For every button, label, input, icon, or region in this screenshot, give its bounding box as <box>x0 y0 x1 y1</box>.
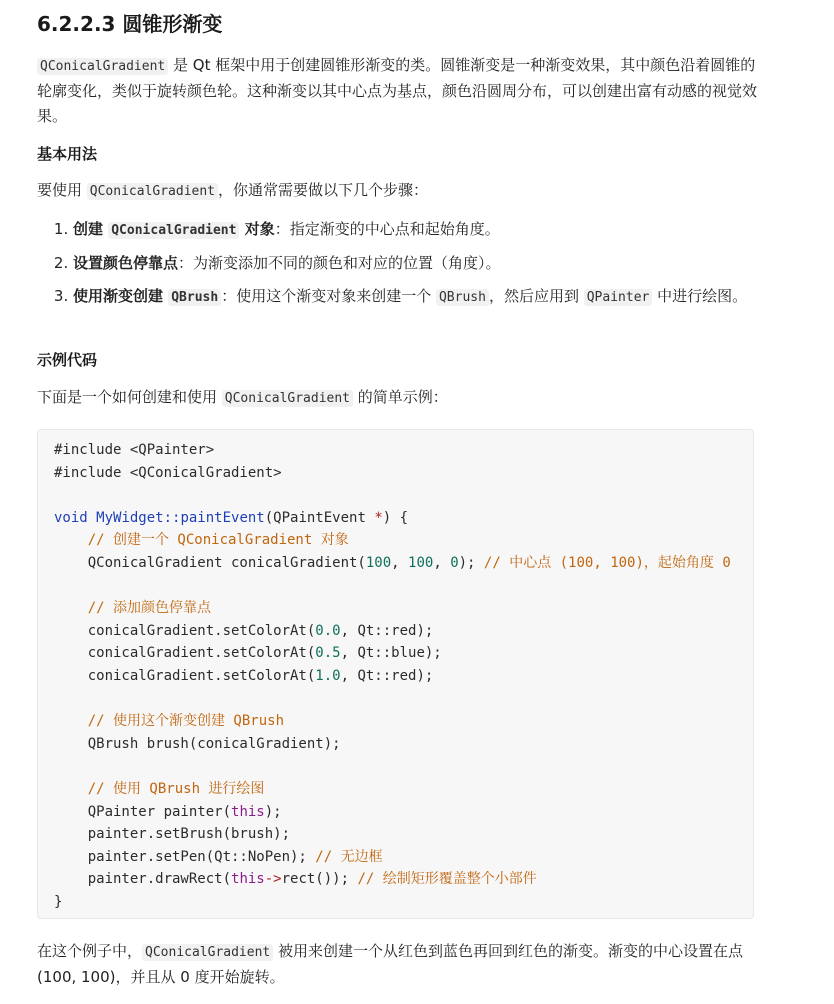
list-item <box>73 284 793 310</box>
step-text: 中进行绘图。 <box>652 287 748 305</box>
inline-code: QBrush <box>168 289 221 306</box>
code-comment: // 添加颜色停靠点 <box>54 600 212 617</box>
inline-code: QPainter <box>584 289 653 306</box>
code-line: painter.setBrush(brush); <box>54 826 291 843</box>
lead-text: 的简单示例： <box>353 388 448 406</box>
code-line: painter.setPen(Qt::NoPen); // 无边框 <box>54 848 383 865</box>
conclusion-text: 被用来创建一个从红色到蓝色再回到红色的渐变。渐变的中心设置在点 (100, 100)，并且从 0 度开始旋转。 <box>37 942 744 986</box>
code-line: painter.drawRect(this->rect()); // 绘制矩形覆盖整个小部件 <box>54 871 537 888</box>
code-line: QConicalGradient conicalGradient(100, 100, 0); // 中心点 (100, 100)，起始角度 0 <box>54 554 731 571</box>
code-line: #include <QConicalGradient> <box>54 464 282 481</box>
code-block[interactable] <box>37 429 754 919</box>
code-line <box>54 755 737 778</box>
code-line: conicalGradient.setColorAt(0.0, Qt::red); <box>54 622 434 639</box>
code-line: } <box>54 893 63 910</box>
section-heading: 6.2.2.3 圆锥形渐变 <box>37 12 223 36</box>
steps-list <box>37 217 793 318</box>
step-title: 设置颜色停靠点 <box>73 254 179 272</box>
code-comment: // 创建一个 QConicalGradient 对象 <box>54 532 349 549</box>
list-item <box>73 251 793 276</box>
list-item <box>73 217 793 243</box>
conclusion-text: 在这个例子中， <box>37 942 143 960</box>
code-line: conicalGradient.setColorAt(1.0, Qt::red); <box>54 667 434 684</box>
code-line: QPainter painter(this); <box>54 803 282 820</box>
code-line <box>54 484 737 507</box>
conclusion-paragraph <box>37 939 757 990</box>
intro-paragraph <box>37 53 757 129</box>
step-text: ：指定渐变的中心点和起始角度。 <box>274 220 500 238</box>
step-title: 创建 QConicalGradient 对象 <box>73 220 275 238</box>
code-comment: // 使用 QBrush 进行绘图 <box>54 780 265 797</box>
step-title: 使用渐变创建 QBrush <box>73 287 221 305</box>
code-line: conicalGradient.setColorAt(0.5, Qt::blue); <box>54 645 442 662</box>
example-lead <box>37 385 757 411</box>
example-heading: 示例代码 <box>37 351 98 369</box>
lead-text: 要使用 <box>37 181 87 199</box>
code-line: QBrush brush(conicalGradient); <box>54 735 341 752</box>
inline-code: QConicalGradient <box>222 390 353 407</box>
step-text: ：使用这个渐变对象来创建一个 <box>221 287 436 305</box>
inline-code: QConicalGradient <box>108 222 239 239</box>
code-line <box>54 688 737 711</box>
inline-code: QConicalGradient <box>142 944 273 961</box>
inline-code: QConicalGradient <box>37 58 168 75</box>
step-text: ，然后应用到 <box>488 287 584 305</box>
intro-text: 是 Qt 框架中用于创建圆锥形渐变的类。圆锥渐变是一种渐变效果，其中颜色沿着圆锥的轮廓变化，类似于旋转颜色轮。这种渐变以其中心点为基点，颜色沿圆周分布，可以创建出富有动感的视觉效果。 <box>37 56 758 125</box>
basic-usage-lead <box>37 178 757 204</box>
step-text: ：为渐变添加不同的颜色和对应的位置（角度）。 <box>178 254 501 272</box>
inline-code: QConicalGradient <box>87 183 218 200</box>
code-line <box>54 575 737 598</box>
lead-text: 下面是一个如何创建和使用 <box>37 388 222 406</box>
code-line: void MyWidget::paintEvent(QPaintEvent *) { <box>54 509 409 526</box>
code-comment: // 使用这个渐变创建 QBrush <box>54 713 285 730</box>
code-line: #include <QPainter> <box>54 442 215 458</box>
inline-code: QBrush <box>436 289 489 306</box>
basic-usage-heading: 基本用法 <box>37 145 98 163</box>
lead-text: ，你通常需要做以下几个步骤： <box>218 181 429 199</box>
